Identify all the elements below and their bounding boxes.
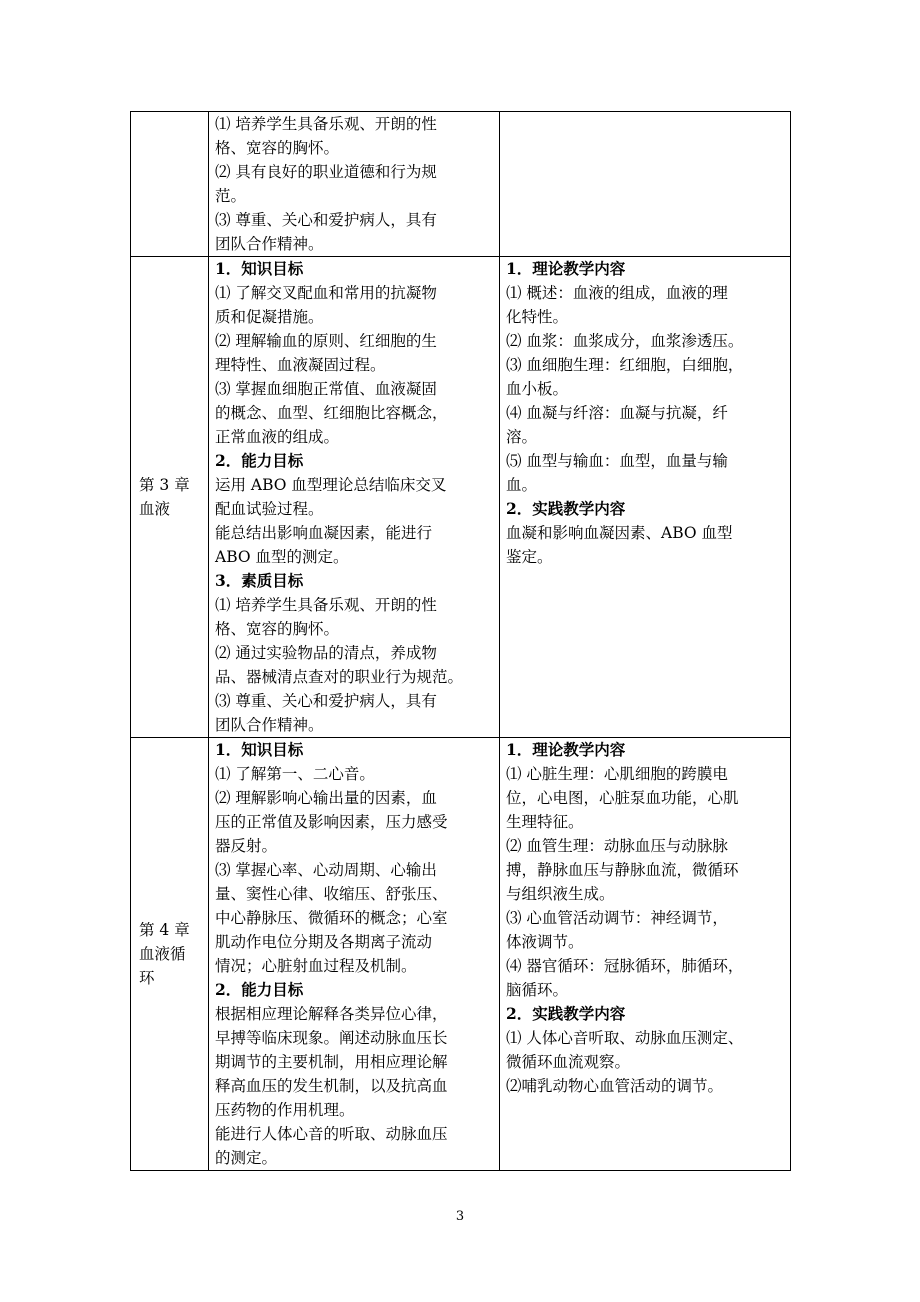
section-heading: 1．知识目标: [215, 259, 304, 278]
content-cell: [500, 738, 791, 1171]
text-line: 压药物的作用机理。: [215, 1101, 355, 1119]
text-line: 理特性、血液凝固过程。: [215, 356, 386, 374]
text-line: 范。: [215, 187, 247, 205]
text-line: 的测定。: [215, 1149, 278, 1167]
text-line: 血小板。: [506, 380, 569, 398]
text-line: 的概念、血型、红细胞比容概念，: [215, 404, 448, 422]
text-line: ⑴ 培养学生具备乐观、开朗的性: [215, 115, 437, 133]
text-line: 质和促凝措施。: [215, 308, 324, 326]
text-line: 脑循环。: [506, 981, 569, 999]
text-line: 体液调节。: [506, 933, 584, 951]
goals-cell: [209, 257, 500, 738]
text-line: ⑶ 掌握血细胞正常值、血液凝固: [215, 380, 437, 398]
text-line: 团队合作精神。: [215, 235, 324, 253]
text-line: 溶。: [506, 428, 538, 446]
text-line: ⑵ 理解输血的原则、红细胞的生: [215, 332, 437, 350]
text-line: ⑶ 尊重、关心和爱护病人，具有: [215, 211, 437, 229]
section-heading: 3．素质目标: [215, 571, 304, 590]
syllabus-table: [130, 111, 791, 1171]
text-line: ⑷ 器官循环：冠脉循环，肺循环，: [506, 957, 744, 975]
text-line: 与组织液生成。: [506, 885, 615, 903]
text-line: 能总结出影响血凝因素，能进行: [215, 524, 433, 542]
chapter-cell: [131, 738, 209, 1171]
text-line: 早搏等临床现象。阐述动脉血压长: [215, 1029, 448, 1047]
text-line: 团队合作精神。: [215, 716, 324, 734]
section-heading: 2．实践教学内容: [506, 499, 626, 518]
text-line: 量、窦性心律、收缩压、舒张压、: [215, 885, 448, 903]
text-line: 微循环血流观察。: [506, 1053, 631, 1071]
text-line: ⑸ 血型与输血：血型，血量与输: [506, 452, 728, 470]
text-line: ⑴ 心脏生理：心肌细胞的跨膜电: [506, 765, 728, 783]
text-line: 生理特征。: [506, 813, 584, 831]
section-heading: 2．能力目标: [215, 451, 304, 470]
content-cell: [500, 112, 791, 257]
text-line: 中心静脉压、微循环的概念；心室: [215, 909, 448, 927]
text-line: 运用 ABO 血型理论总结临床交叉: [215, 476, 447, 494]
text-line: ⑶ 尊重、关心和爱护病人，具有: [215, 692, 437, 710]
text-line: 能进行人体心音的听取、动脉血压: [215, 1125, 448, 1143]
text-line: 格、宽容的胸怀。: [215, 620, 340, 638]
section-heading: 1．理论教学内容: [506, 740, 626, 759]
text-line: 品、器械清点查对的职业行为规范。: [215, 668, 464, 686]
text-line: 肌动作电位分期及各期离子流动: [215, 933, 433, 951]
text-line: 期调节的主要机制，用相应理论解: [215, 1053, 448, 1071]
text-line: 搏，静脉血压与静脉血流，微循环: [506, 861, 739, 879]
content-cell: [500, 257, 791, 738]
text-line: 器反射。: [215, 837, 278, 855]
text-line: 格、宽容的胸怀。: [215, 139, 340, 157]
text-line: ⑵ 具有良好的职业道德和行为规: [215, 163, 437, 181]
section-heading: 1．知识目标: [215, 740, 304, 759]
text-line: ⑶ 血细胞生理：红细胞，白细胞，: [506, 356, 744, 374]
goals-cell: [209, 738, 500, 1171]
text-line: ⑴ 培养学生具备乐观、开朗的性: [215, 596, 437, 614]
section-heading: 1．理论教学内容: [506, 259, 626, 278]
text-line: ⑵ 血浆：血浆成分，血浆渗透压。: [506, 332, 744, 350]
text-line: 血。: [506, 476, 538, 494]
text-line: 配血试验过程。: [215, 500, 324, 518]
text-line: ⑴ 人体心音听取、动脉血压测定、: [506, 1029, 744, 1047]
text-line: 位，心电图，心脏泵血功能，心肌: [506, 789, 739, 807]
text-line: 化特性。: [506, 308, 569, 326]
section-heading: 2．实践教学内容: [506, 1004, 626, 1023]
text-line: ⑶ 掌握心率、心动周期、心输出: [215, 861, 437, 879]
goals-cell: [209, 112, 500, 257]
page-number: 3: [455, 1209, 465, 1224]
text-line: 压的正常值及影响因素，压力感受: [215, 813, 448, 831]
section-heading: 2．能力目标: [215, 980, 304, 999]
text-line: 释高血压的发生机制，以及抗高血: [215, 1077, 448, 1095]
table-row: [131, 738, 791, 1171]
chapter-cell: [131, 257, 209, 738]
text-line: ⑴ 了解第一、二心音。: [215, 765, 375, 783]
table-row: [131, 257, 791, 738]
text-line: ⑴ 了解交叉配血和常用的抗凝物: [215, 284, 437, 302]
text-line: ⑵ 血管生理：动脉血压与动脉脉: [506, 837, 728, 855]
text-line: 情况；心脏射血过程及机制。: [215, 957, 417, 975]
chapter-label: 第 4 章 血液循 环: [139, 921, 190, 987]
table-body: [131, 112, 791, 1171]
text-line: ⑵ 通过实验物品的清点，养成物: [215, 644, 437, 662]
table-row: [131, 112, 791, 257]
chapter-cell: [131, 112, 209, 257]
text-line: ⑷ 血凝与纤溶：血凝与抗凝，纤: [506, 404, 728, 422]
text-line: 根据相应理论解释各类异位心律，: [215, 1005, 448, 1023]
text-line: ABO 血型的测定。: [215, 548, 349, 566]
text-line: 血凝和影响血凝因素、ABO 血型: [506, 524, 733, 542]
text-line: ⑶ 心血管活动调节：神经调节，: [506, 909, 728, 927]
text-line: 正常血液的组成。: [215, 428, 340, 446]
text-line: ⑵哺乳动物心血管活动的调节。: [506, 1077, 724, 1095]
text-line: 鉴定。: [506, 548, 553, 566]
text-line: ⑵ 理解影响心输出量的因素，血: [215, 789, 437, 807]
chapter-label: 第 3 章 血液: [139, 476, 190, 518]
text-line: ⑴ 概述：血液的组成，血液的理: [506, 284, 728, 302]
